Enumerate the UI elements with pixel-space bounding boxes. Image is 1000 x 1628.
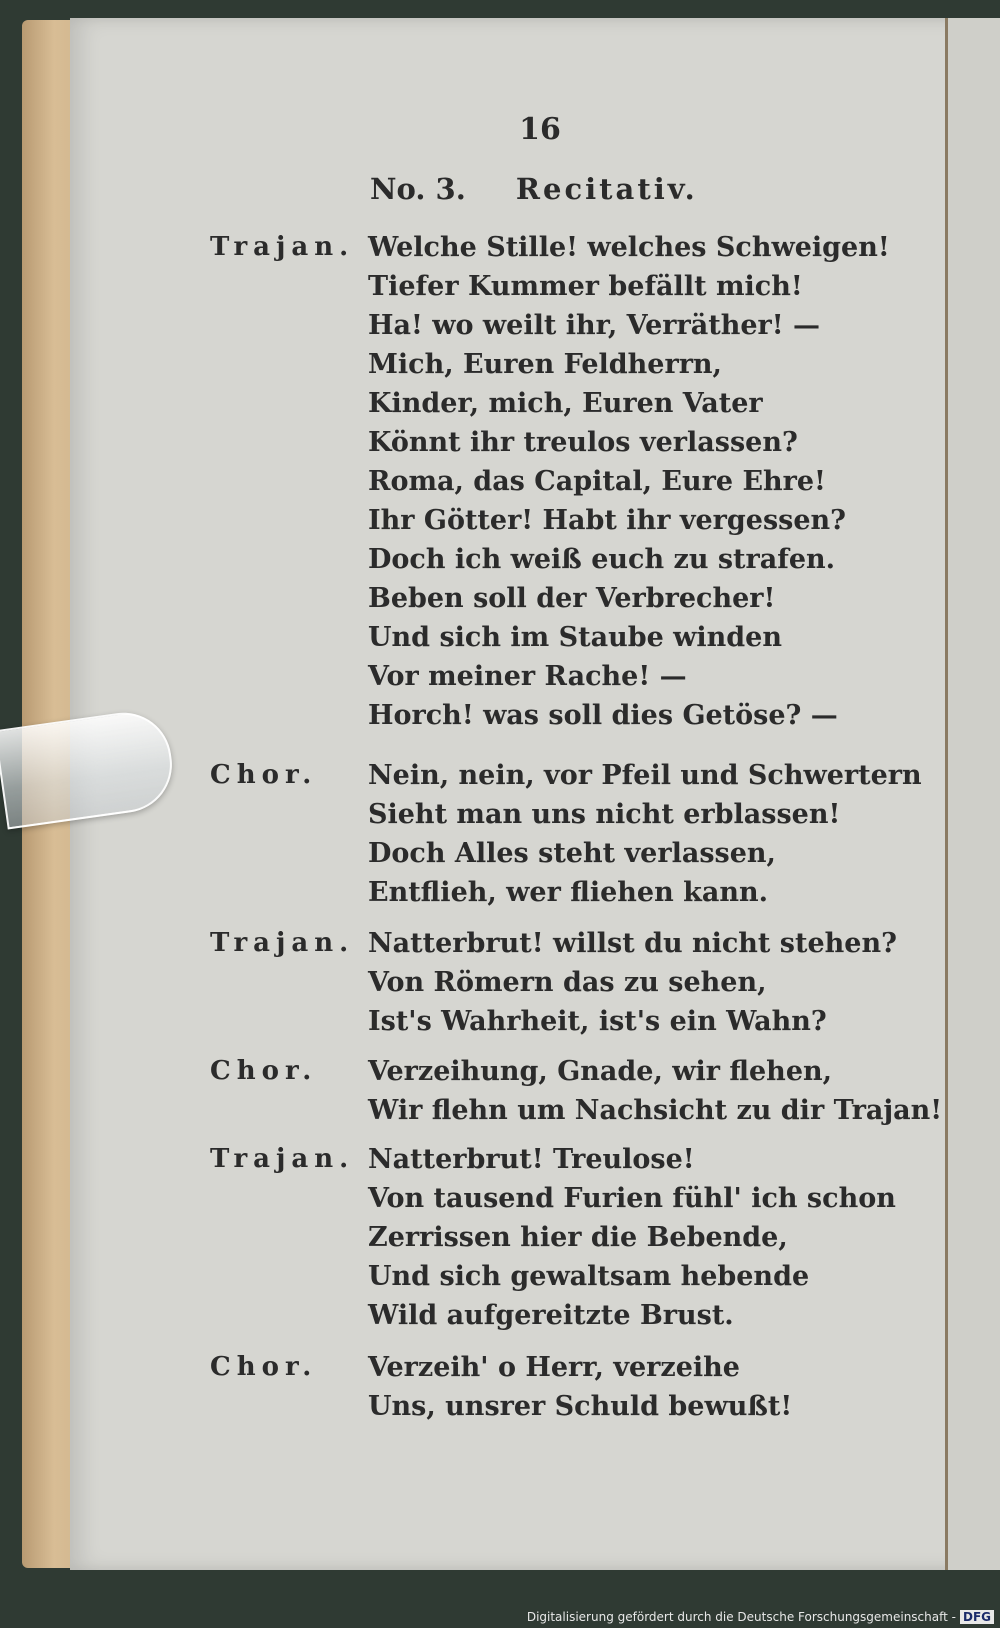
speaker-name: Chor. — [210, 760, 318, 790]
section-number: No. 3. — [370, 172, 466, 206]
verse-line: Vor meiner Rache! — — [368, 661, 687, 692]
speaker-name: Trajan. — [210, 928, 355, 958]
page-number: 16 — [519, 112, 561, 147]
verse-line: Roma, das Capital, Eure Ehre! — [368, 466, 826, 497]
verse-line: Natterbrut! Treulose! — [368, 1144, 695, 1175]
verse-line: Beben soll der Verbrecher! — [368, 583, 776, 614]
verse-line: Von tausend Furien fühl' ich schon — [368, 1183, 896, 1214]
credit-text: Digitalisierung gefördert durch die Deutsche Forschungsgemeinschaft - — [526, 1610, 956, 1624]
verse-line: Ist's Wahrheit, ist's ein Wahn? — [368, 1006, 827, 1037]
verse-line: Nein, nein, vor Pfeil und Schwertern — [368, 760, 922, 791]
verse-line: Ha! wo weilt ihr, Verräther! — — [368, 310, 821, 341]
verse-line: Tiefer Kummer befällt mich! — [368, 271, 803, 302]
verse-lines — [368, 756, 922, 912]
verse-lines — [368, 1140, 896, 1335]
verse-line: Welche Stille! welches Schweigen! — [368, 232, 890, 263]
verse-line: Und sich gewaltsam hebende — [368, 1261, 810, 1292]
verse-line: Wild aufgereitzte Brust. — [368, 1300, 734, 1331]
verse-lines — [368, 924, 897, 1041]
verse-line: Wir flehn um Nachsicht zu dir Trajan! — [368, 1095, 943, 1126]
verse-line: Mich, Euren Feldherrn, — [368, 349, 722, 380]
verse-line: Entflieh, wer fliehen kann. — [368, 877, 768, 908]
verse-line: Kinder, mich, Euren Vater — [368, 388, 763, 419]
speaker-name: Trajan. — [210, 232, 355, 262]
digitization-credit — [527, 1610, 994, 1624]
verse-line: Zerrissen hier die Bebende, — [368, 1222, 788, 1253]
verse-line: Doch Alles steht verlassen, — [368, 838, 776, 869]
section-heading — [370, 172, 698, 206]
speaker-name: Trajan. — [210, 1144, 355, 1174]
verse-line: Ihr Götter! Habt ihr vergessen? — [368, 505, 846, 536]
verse-line: Von Römern das zu sehen, — [368, 967, 767, 998]
verse-lines — [368, 1052, 942, 1130]
verse-line: Horch! was soll dies Getöse? — — [368, 700, 838, 731]
verse-line: Sieht man uns nicht erblassen! — [368, 799, 841, 830]
verse-line: Uns, unsrer Schuld bewußt! — [368, 1391, 793, 1422]
verse-line: Natterbrut! willst du nicht stehen? — [368, 928, 897, 959]
verse-line: Könnt ihr treulos verlassen? — [368, 427, 798, 458]
verse-line: Verzeih' o Herr, verzeihe — [368, 1352, 740, 1383]
verse-line: Doch ich weiß euch zu strafen. — [368, 544, 836, 575]
verse-lines — [368, 228, 890, 735]
speaker-name: Chor. — [210, 1352, 318, 1382]
verse-lines — [368, 1348, 792, 1426]
verse-line: Verzeihung, Gnade, wir flehen, — [368, 1056, 833, 1087]
verse-line: Und sich im Staube winden — [368, 622, 782, 653]
next-page-edge — [945, 18, 1000, 1570]
section-title: Recitativ. — [515, 172, 698, 206]
dfg-logo-icon: DFG — [960, 1610, 994, 1624]
speaker-name: Chor. — [210, 1056, 318, 1086]
